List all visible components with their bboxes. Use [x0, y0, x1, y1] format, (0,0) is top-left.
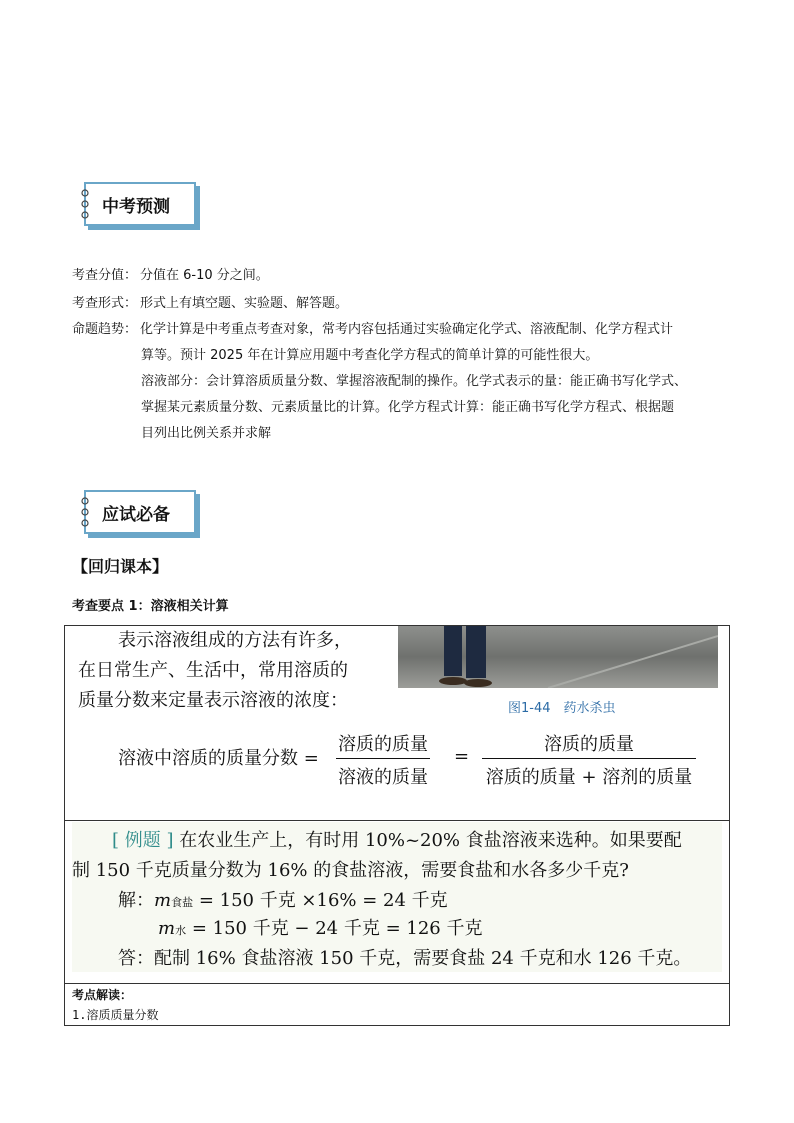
divider [64, 983, 729, 984]
equals-sign: = [454, 746, 470, 767]
solution-line-2: m水 = 150 千克 − 24 千克 = 126 千克 [158, 918, 483, 939]
divider [64, 820, 729, 821]
analysis-title: 考点解读： [72, 988, 133, 1002]
example-line-2: 制 150 千克质量分数为 16% 的食盐溶液，需要食盐和水各多少千克? [72, 860, 629, 881]
binder-rings-icon [80, 496, 90, 528]
pesticide-photo [398, 626, 718, 688]
fraction-2: 溶质的质量 溶质的质量 + 溶剂的质量 [482, 730, 696, 789]
info-trend: 命题趋势： 化学计算是中考重点考查对象，常考内容包括通过实验确定化学式、溶液配制、化学方程式计 [72, 322, 674, 337]
fraction-1: 溶质的质量 溶液的质量 [336, 730, 430, 789]
section-title: 应试必备 [102, 505, 170, 525]
person-legs-image [398, 626, 718, 688]
info-form: 考查形式： 形式上有填空题、实验题、解答题。 [72, 296, 349, 311]
back-to-textbook-heading: 【回归课本】 [72, 557, 169, 576]
info-trend-cont: 算等。预计 2025 年在计算应用题中考查化学方程式的简单计算的可能性很大。 溶液部分：会计算溶质质量分数、掌握溶液配制的操作。化学式表示的量：能正确书写化学式、 掌握某元素质量分数、元素质量比的计算。化学方程式计算：能正确书写化学方程式、根据题 目列出比例关系并求解 [141, 348, 688, 441]
example-line-1: [ 例题 ] 在农业生产上，有时用 10%~20% 食盐溶液来选种。如果要配 [112, 830, 682, 851]
formula-lhs: 溶液中溶质的质量分数 = [118, 748, 319, 769]
analysis-item: 1.溶质质量分数 [72, 1008, 159, 1022]
section-box-forecast [84, 182, 196, 226]
textbook-line: 在日常生产、生活中，常用溶质的 [78, 660, 348, 681]
figure-caption: 图1-44 药水杀虫 [508, 701, 616, 716]
key-point-heading: 考查要点 1：溶液相关计算 [72, 599, 229, 614]
info-score: 考查分值： 分值在 6-10 分之间。 [72, 268, 269, 283]
answer-line: 答：配制 16% 食盐溶液 150 千克，需要食盐 24 千克和水 126 千克。 [118, 948, 692, 969]
section-title: 中考预测 [102, 197, 170, 217]
example-tag: [ 例题 ] [112, 830, 174, 851]
section-box-essentials [84, 490, 196, 534]
textbook-line: 表示溶液组成的方法有许多， [118, 630, 352, 651]
textbook-line: 质量分数来定量表示溶液的浓度： [78, 690, 348, 711]
solution-line-1: 解：m食盐 = 150 千克 ×16% = 24 千克 [118, 890, 448, 911]
binder-rings-icon [80, 188, 90, 220]
